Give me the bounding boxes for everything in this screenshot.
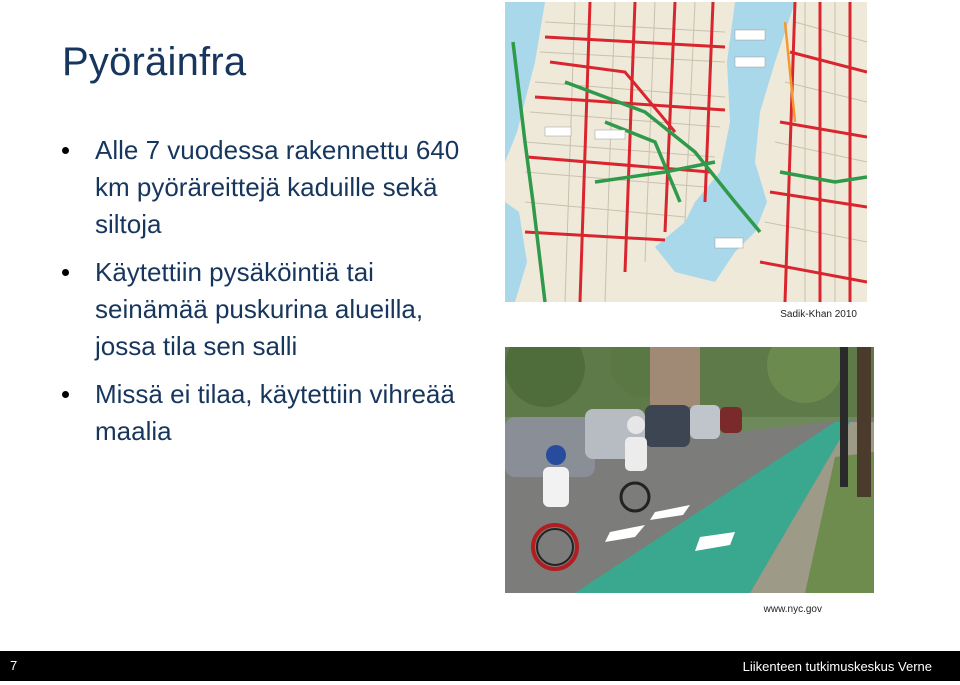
bullet-text: Alle 7 vuodessa rakennettu 640 km pyöräreittejä kaduille sekä siltoja (95, 135, 460, 239)
bike-route-map-image (505, 2, 867, 302)
map-credit: Sadik-Khan 2010 (780, 309, 857, 320)
bullet-dot-icon (62, 147, 69, 154)
bullet-text: Missä ei tilaa, käytettiin vihreää maalia (95, 379, 455, 446)
bullet-dot-icon (62, 269, 69, 276)
footer-bar (0, 651, 960, 681)
bullet-list (62, 132, 482, 461)
bullet-item (62, 376, 482, 450)
cyclists-bike-lane-photo (505, 347, 874, 593)
organization-name: Liikenteen tutkimuskeskus Verne (742, 659, 932, 674)
photo-credit: www.nyc.gov (763, 604, 822, 615)
bullet-text: Käytettiin pysäköintiä tai seinämää puskurina alueilla, jossa tila sen salli (95, 257, 424, 361)
slide-title: Pyöräinfra (62, 40, 247, 84)
page-number: 7 (10, 658, 18, 673)
bullet-item (62, 132, 482, 243)
bullet-item (62, 254, 482, 365)
bullet-dot-icon (62, 391, 69, 398)
